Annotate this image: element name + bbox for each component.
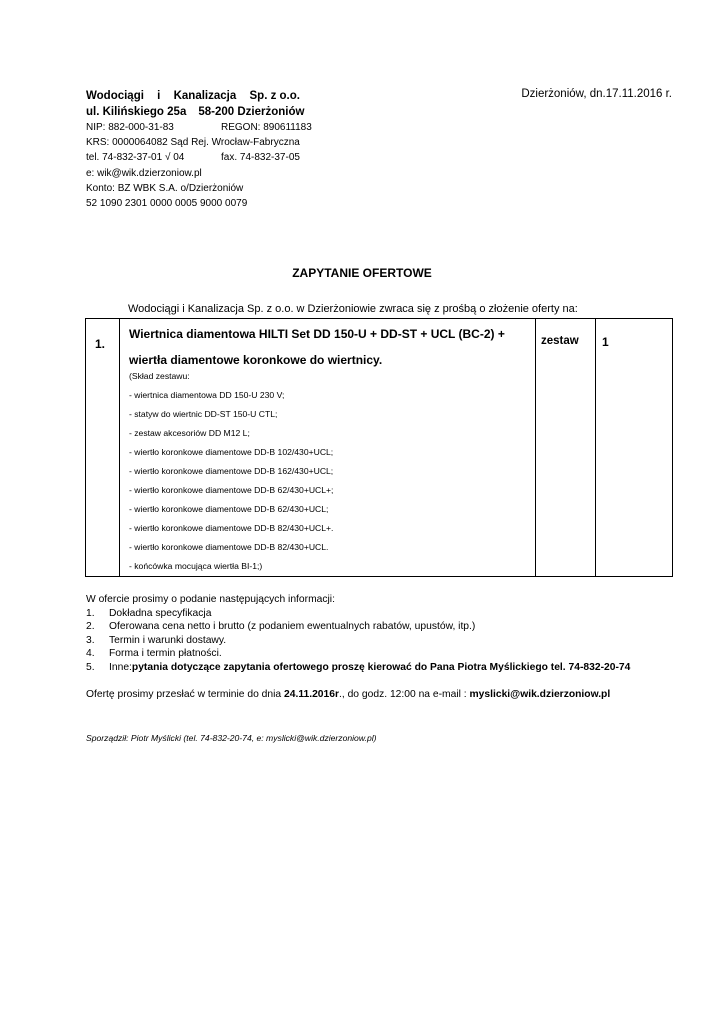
bank-account: Konto: BZ WBK S.A. o/Dzierżoniów: [86, 182, 244, 194]
company-ids: [86, 120, 312, 135]
table-divider: [595, 319, 596, 576]
company-block: [86, 88, 312, 211]
place-date: Dzierżoniów, dn.17.11.2016 r.: [521, 88, 672, 100]
krs: KRS: 0000064082 Sąd Rej. Wrocław-Fabryczna: [86, 137, 300, 149]
info-lead: W ofercie prosimy o podanie następujących informacji:: [86, 594, 335, 605]
address-city: 58-200 Dzierżoniów: [198, 106, 305, 118]
row-number: 1.: [95, 337, 106, 351]
company-phones: [86, 150, 312, 165]
list-item: 5. Inne: pytania dotyczące zapytania ofertowego proszę kierować do Pana Piotra Myślickiego tel. 74-832-20-74: [86, 661, 631, 673]
phone: tel. 74-832-37-01 √ 04: [86, 152, 185, 164]
company-email: e: wik@wik.dzierzoniow.pl: [86, 167, 202, 179]
list-item: 3. Termin i warunki dostawy.: [86, 634, 227, 646]
nip: NIP: 882-000-31-83: [86, 122, 174, 133]
item-title: Wiertnica diamentowa HILTI Set DD 150-U + DD-ST + UCL (BC-2) + wiertła diamentowe koronkowe do wiertnicy.: [129, 327, 505, 367]
list-item: 1. Dokładna specyfikacja: [86, 607, 212, 619]
prepared-by: Sporządził: Piotr Myślicki (tel. 74-832-20-74, e: myslicki@wik.dzierzoniow.pl): [86, 733, 377, 743]
regon: REGON: 890611183: [221, 122, 312, 133]
spec-line: - wiertło koronkowe diamentowe DD-B 82/430+UCL+.: [129, 523, 334, 533]
item-quantity: 1: [602, 335, 609, 349]
address-street: ul. Kilińskiego 25a: [86, 106, 187, 118]
spec-line: - wiertło koronkowe diamentowe DD-B 62/430+UCL;: [129, 504, 329, 514]
spec-line: - wiertło koronkowe diamentowe DD-B 82/430+UCL.: [129, 542, 329, 552]
list-item: 2. Oferowana cena netto i brutto (z podaniem ewentualnych rabatów, upustów, itp.): [86, 621, 476, 633]
offer-table: [85, 318, 673, 577]
spec-line: - wiertło koronkowe diamentowe DD-B 102/430+UCL;: [129, 447, 334, 457]
spec-line: - statyw do wiertnic DD-ST 150-U CTL;: [129, 409, 278, 419]
intro-text: Wodociągi i Kanalizacja Sp. z o.o. w Dzierżoniowie zwraca się z prośbą o złożenie oferty na:: [128, 303, 578, 315]
item-specs: [129, 367, 333, 576]
item-unit: zestaw: [541, 335, 579, 347]
fax: fax. 74-832-37-05: [221, 152, 300, 164]
spec-line: - wiertło koronkowe diamentowe DD-B 62/430+UCL+;: [129, 485, 334, 495]
table-divider: [535, 319, 536, 576]
company-name: Wodociągi i Kanalizacja Sp. z o.o.: [86, 90, 300, 102]
deadline-date: 24.11.2016r: [284, 689, 339, 700]
spec-line: - wiertło koronkowe diamentowe DD-B 162/430+UCL;: [129, 466, 334, 476]
account-number: 52 1090 2301 0000 0005 9000 0079: [86, 198, 248, 210]
document-title: ZAPYTANIE OFERTOWE: [292, 266, 432, 280]
list-item: 4. Forma i termin płatności.: [86, 648, 222, 660]
company-address: [86, 104, 312, 120]
deadline-text: Ofertę prosimy przesłać w terminie do dnia 24.11.2016r., do godz. 12:00 na e-mail : myslicki@wik.dzierzoniow.pl: [86, 689, 611, 700]
table-divider: [119, 319, 120, 576]
spec-line: - wiertnica diamentowa DD 150-U 230 V;: [129, 390, 285, 400]
info-list: [86, 593, 630, 675]
spec-line: (Skład zestawu:: [129, 371, 190, 381]
spec-line: - zestaw akcesoriów DD M12 L;: [129, 428, 250, 438]
contact-note: pytania dotyczące zapytania ofertowego proszę kierować do Pana Piotra Myślickiego tel. 74-832-20-74: [131, 661, 631, 673]
offer-email: myslicki@wik.dzierzoniow.pl: [469, 689, 611, 700]
spec-line: - końcówka mocująca wiertła BI-1;): [129, 561, 263, 571]
